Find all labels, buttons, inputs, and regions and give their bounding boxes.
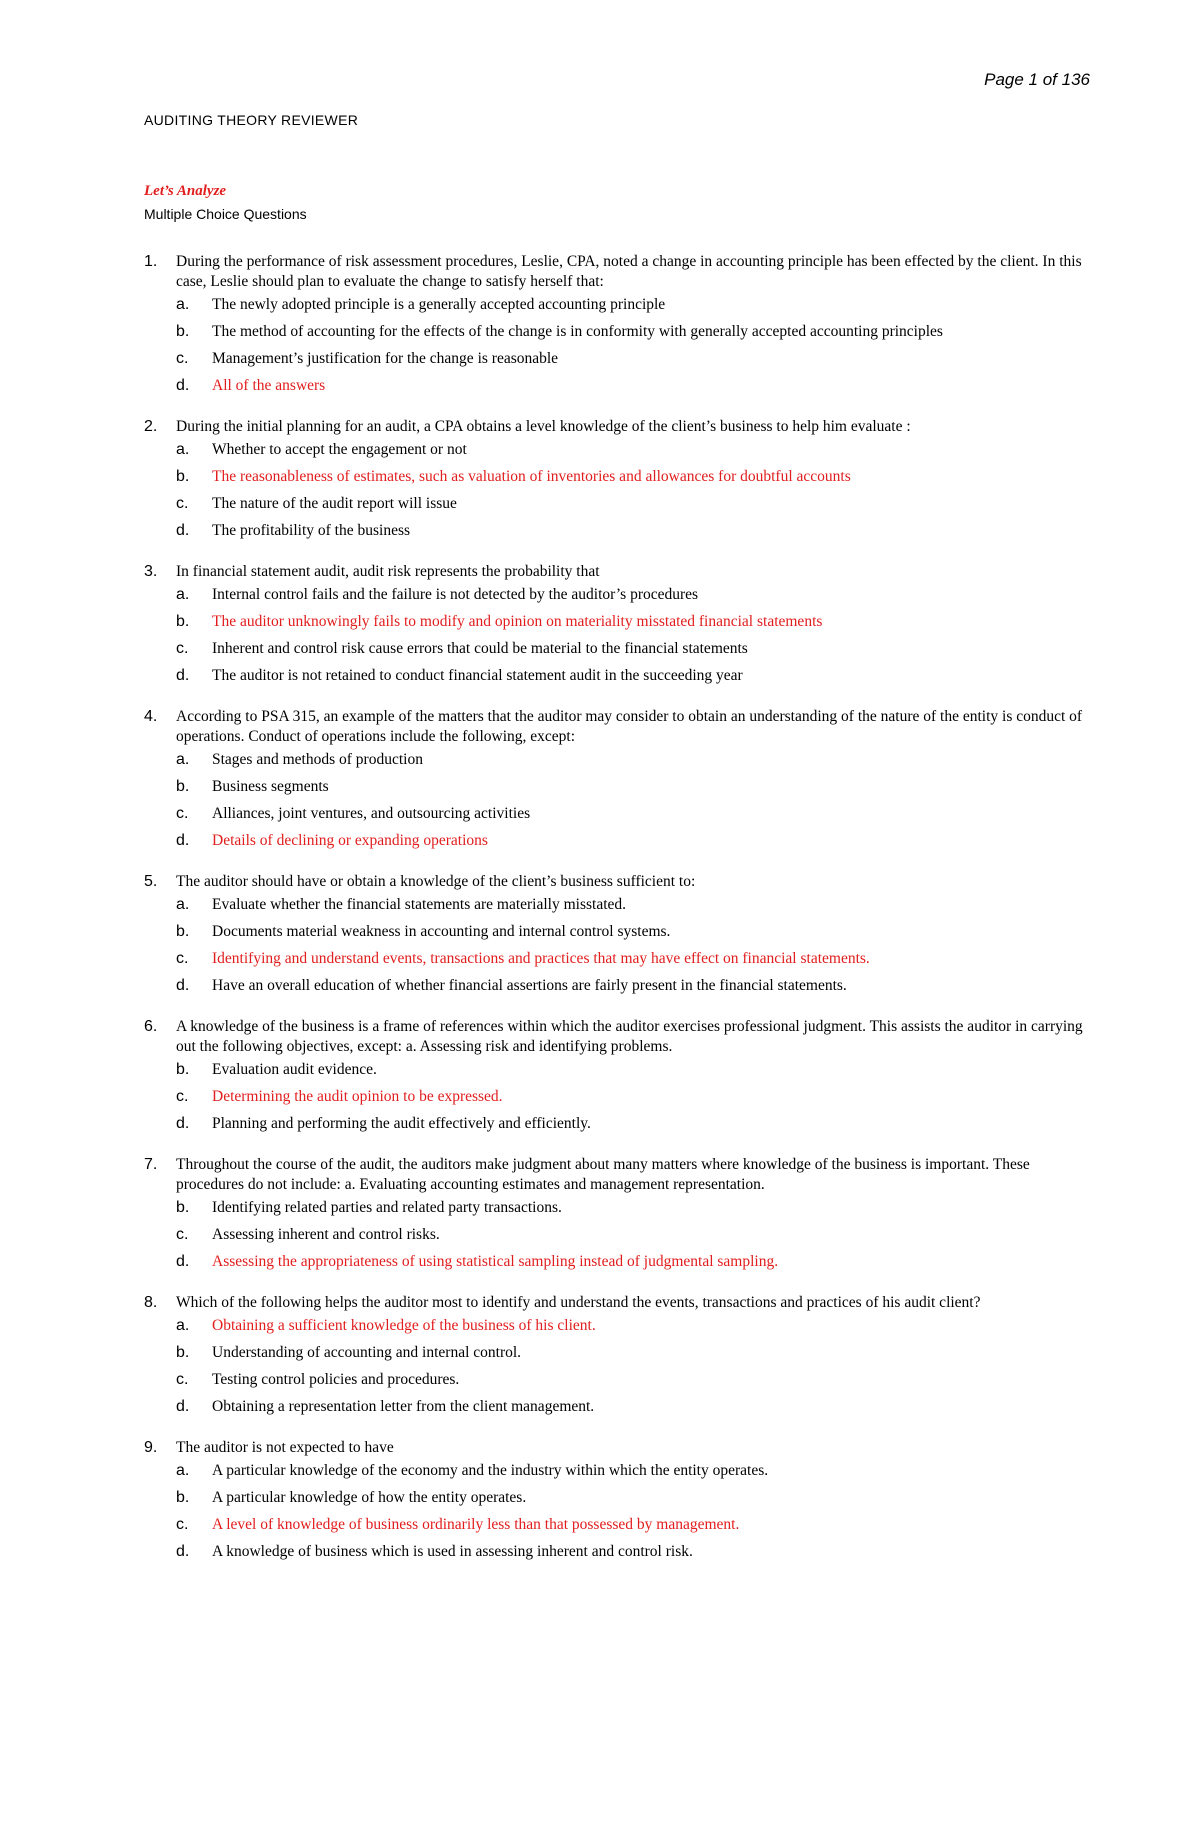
question-stem: During the initial planning for an audit, a CPA obtains a level knowledge of the client’s business to help him evaluate : bbox=[176, 418, 911, 435]
option-text: Have an overall education of whether financial assertions are fairly present in the financial statements. bbox=[212, 977, 847, 994]
option-b-correct bbox=[176, 467, 1094, 487]
question-number: 8. bbox=[144, 1294, 158, 1311]
question-stem: Which of the following helps the auditor most to identify and understand the events, transactions and practices of his audit client? bbox=[176, 1294, 981, 1311]
question-6 bbox=[144, 1017, 1094, 1134]
section-title: Let’s Analyze bbox=[144, 183, 227, 199]
option-c-correct bbox=[176, 1515, 1094, 1535]
question-number: 5. bbox=[144, 873, 158, 890]
option-letter: a. bbox=[176, 441, 190, 458]
option-text: The reasonableness of estimates, such as valuation of inventories and allowances for doubtful accounts bbox=[212, 468, 851, 485]
option-text: Whether to accept the engagement or not bbox=[212, 441, 467, 458]
option-letter: c. bbox=[176, 495, 189, 512]
option-text: A knowledge of business which is used in assessing inherent and control risk. bbox=[212, 1543, 693, 1560]
question-number: 1. bbox=[144, 253, 158, 270]
option-b bbox=[176, 777, 1094, 797]
option-letter: a. bbox=[176, 896, 190, 913]
option-letter: a. bbox=[176, 1462, 190, 1479]
question-number: 9. bbox=[144, 1439, 158, 1456]
option-d-correct bbox=[176, 376, 1094, 396]
question-1 bbox=[144, 252, 1094, 396]
option-text: The auditor unknowingly fails to modify and opinion on materiality misstated financial statements bbox=[212, 613, 823, 630]
section-subtitle: Multiple Choice Questions bbox=[144, 206, 307, 222]
option-text: The newly adopted principle is a generally accepted accounting principle bbox=[212, 296, 666, 313]
question-number: 6. bbox=[144, 1018, 158, 1035]
option-letter: b. bbox=[176, 1061, 190, 1078]
option-text: Planning and performing the audit effectively and efficiently. bbox=[212, 1115, 591, 1132]
option-b bbox=[176, 1488, 1094, 1508]
option-letter: c. bbox=[176, 1226, 189, 1243]
option-text: Inherent and control risk cause errors that could be material to the financial statements bbox=[212, 640, 748, 657]
option-c bbox=[176, 349, 1094, 369]
option-d-correct bbox=[176, 831, 1094, 851]
option-letter: c. bbox=[176, 640, 189, 657]
option-text: The auditor is not retained to conduct financial statement audit in the succeeding year bbox=[212, 667, 743, 684]
option-d bbox=[176, 521, 1094, 541]
option-letter: b. bbox=[176, 613, 190, 630]
option-text: A particular knowledge of how the entity operates. bbox=[212, 1489, 527, 1506]
option-d bbox=[176, 1397, 1094, 1417]
option-letter: d. bbox=[176, 522, 190, 539]
question-stem: In financial statement audit, audit risk represents the probability that bbox=[176, 563, 600, 580]
option-a bbox=[176, 585, 1094, 605]
question-4 bbox=[144, 707, 1094, 851]
option-c-correct bbox=[176, 1087, 1094, 1107]
section-header bbox=[144, 181, 307, 224]
option-text: Testing control policies and procedures. bbox=[212, 1371, 460, 1388]
option-letter: a. bbox=[176, 751, 190, 768]
question-7 bbox=[144, 1155, 1094, 1272]
option-letter: d. bbox=[176, 1253, 190, 1270]
option-letter: d. bbox=[176, 977, 190, 994]
option-text: Details of declining or expanding operations bbox=[212, 832, 488, 849]
option-d bbox=[176, 666, 1094, 686]
option-letter: d. bbox=[176, 1543, 190, 1560]
option-text: Documents material weakness in accounting and internal control systems. bbox=[212, 923, 671, 940]
option-text: Obtaining a sufficient knowledge of the business of his client. bbox=[212, 1317, 596, 1334]
page-number: Page 1 of 136 bbox=[984, 70, 1090, 89]
option-b bbox=[176, 922, 1094, 942]
option-c bbox=[176, 1370, 1094, 1390]
option-letter: c. bbox=[176, 1371, 189, 1388]
option-a-correct bbox=[176, 1316, 1094, 1336]
option-text: Obtaining a representation letter from the client management. bbox=[212, 1398, 595, 1415]
option-a bbox=[176, 750, 1094, 770]
option-letter: d. bbox=[176, 832, 190, 849]
option-text: Internal control fails and the failure is not detected by the auditor’s procedures bbox=[212, 586, 699, 603]
option-text: Assessing inherent and control risks. bbox=[212, 1226, 440, 1243]
option-text: Evaluate whether the financial statements are materially misstated. bbox=[212, 896, 627, 913]
option-letter: c. bbox=[176, 950, 189, 967]
option-text: A level of knowledge of business ordinarily less than that possessed by management. bbox=[212, 1516, 740, 1533]
option-letter: c. bbox=[176, 350, 189, 367]
option-text: Identifying and understand events, transactions and practices that may have effect on financial statements. bbox=[212, 950, 870, 967]
document-title: AUDITING THEORY REVIEWER bbox=[144, 112, 359, 128]
question-2 bbox=[144, 417, 1094, 541]
option-letter: b. bbox=[176, 1199, 190, 1216]
option-c bbox=[176, 494, 1094, 514]
option-a bbox=[176, 440, 1094, 460]
option-c-correct bbox=[176, 949, 1094, 969]
question-9 bbox=[144, 1438, 1094, 1562]
option-letter: b. bbox=[176, 323, 190, 340]
option-text: Stages and methods of production bbox=[212, 751, 423, 768]
question-number: 2. bbox=[144, 418, 158, 435]
option-letter: a. bbox=[176, 586, 190, 603]
option-letter: b. bbox=[176, 468, 190, 485]
question-stem: The auditor is not expected to have bbox=[176, 1439, 394, 1456]
option-b bbox=[176, 1060, 1094, 1080]
option-text: Evaluation audit evidence. bbox=[212, 1061, 377, 1078]
option-letter: d. bbox=[176, 667, 190, 684]
question-stem: During the performance of risk assessment procedures, Leslie, CPA, noted a change in accounting principle has been effected by the client. In this case, Leslie should plan to evaluate the change to satisfy herself that: bbox=[176, 253, 1082, 290]
option-letter: b. bbox=[176, 778, 190, 795]
option-text: A particular knowledge of the economy and the industry within which the entity operates. bbox=[212, 1462, 769, 1479]
option-letter: d. bbox=[176, 1398, 190, 1415]
option-a bbox=[176, 895, 1094, 915]
option-text: Management’s justification for the change is reasonable bbox=[212, 350, 559, 367]
option-text: Determining the audit opinion to be expressed. bbox=[212, 1088, 503, 1105]
option-text: Business segments bbox=[212, 778, 329, 795]
option-d-correct bbox=[176, 1252, 1094, 1272]
option-letter: b. bbox=[176, 1344, 190, 1361]
question-number: 4. bbox=[144, 708, 158, 725]
question-stem: A knowledge of the business is a frame of references within which the auditor exercises professional judgment. This assists the auditor in carrying out the following objectives, except: a. Assessing risk and identifying problems. bbox=[176, 1018, 1083, 1055]
option-text: Alliances, joint ventures, and outsourcing activities bbox=[212, 805, 531, 822]
option-letter: b. bbox=[176, 923, 190, 940]
question-stem: According to PSA 315, an example of the matters that the auditor may consider to obtain an understanding of the nature of the entity is conduct of operations. Conduct of operations include the following, except: bbox=[176, 708, 1083, 745]
option-letter: c. bbox=[176, 805, 189, 822]
option-b bbox=[176, 1198, 1094, 1218]
option-letter: b. bbox=[176, 1489, 190, 1506]
option-d bbox=[176, 1114, 1094, 1134]
option-letter: c. bbox=[176, 1516, 189, 1533]
question-number: 7. bbox=[144, 1156, 158, 1173]
option-letter: d. bbox=[176, 377, 190, 394]
option-d bbox=[176, 976, 1094, 996]
question-5 bbox=[144, 872, 1094, 996]
option-text: Identifying related parties and related party transactions. bbox=[212, 1199, 562, 1216]
question-8 bbox=[144, 1293, 1094, 1417]
question-number: 3. bbox=[144, 563, 158, 580]
question-stem: The auditor should have or obtain a knowledge of the client’s business sufficient to: bbox=[176, 873, 696, 890]
option-letter: a. bbox=[176, 296, 190, 313]
option-c bbox=[176, 1225, 1094, 1245]
option-b-correct bbox=[176, 612, 1094, 632]
question-stem: Throughout the course of the audit, the auditors make judgment about many matters where knowledge of the business is important. These procedures do not include: a. Evaluating accounting estimates and management representation. bbox=[176, 1156, 1030, 1193]
option-d bbox=[176, 1542, 1094, 1562]
option-c bbox=[176, 804, 1094, 824]
option-a bbox=[176, 295, 1094, 315]
option-text: The nature of the audit report will issue bbox=[212, 495, 457, 512]
option-a bbox=[176, 1461, 1094, 1481]
question-3 bbox=[144, 562, 1094, 686]
option-b bbox=[176, 322, 1094, 342]
option-text: Understanding of accounting and internal control. bbox=[212, 1344, 522, 1361]
option-text: The profitability of the business bbox=[212, 522, 411, 539]
option-letter: d. bbox=[176, 1115, 190, 1132]
option-letter: c. bbox=[176, 1088, 189, 1105]
option-text: All of the answers bbox=[212, 377, 326, 394]
option-c bbox=[176, 639, 1094, 659]
option-letter: a. bbox=[176, 1317, 190, 1334]
option-b bbox=[176, 1343, 1094, 1363]
option-text: Assessing the appropriateness of using statistical sampling instead of judgmental sampling. bbox=[212, 1253, 779, 1270]
option-text: The method of accounting for the effects of the change is in conformity with generally accepted accounting principles bbox=[212, 323, 943, 340]
question-list bbox=[144, 252, 1094, 1583]
